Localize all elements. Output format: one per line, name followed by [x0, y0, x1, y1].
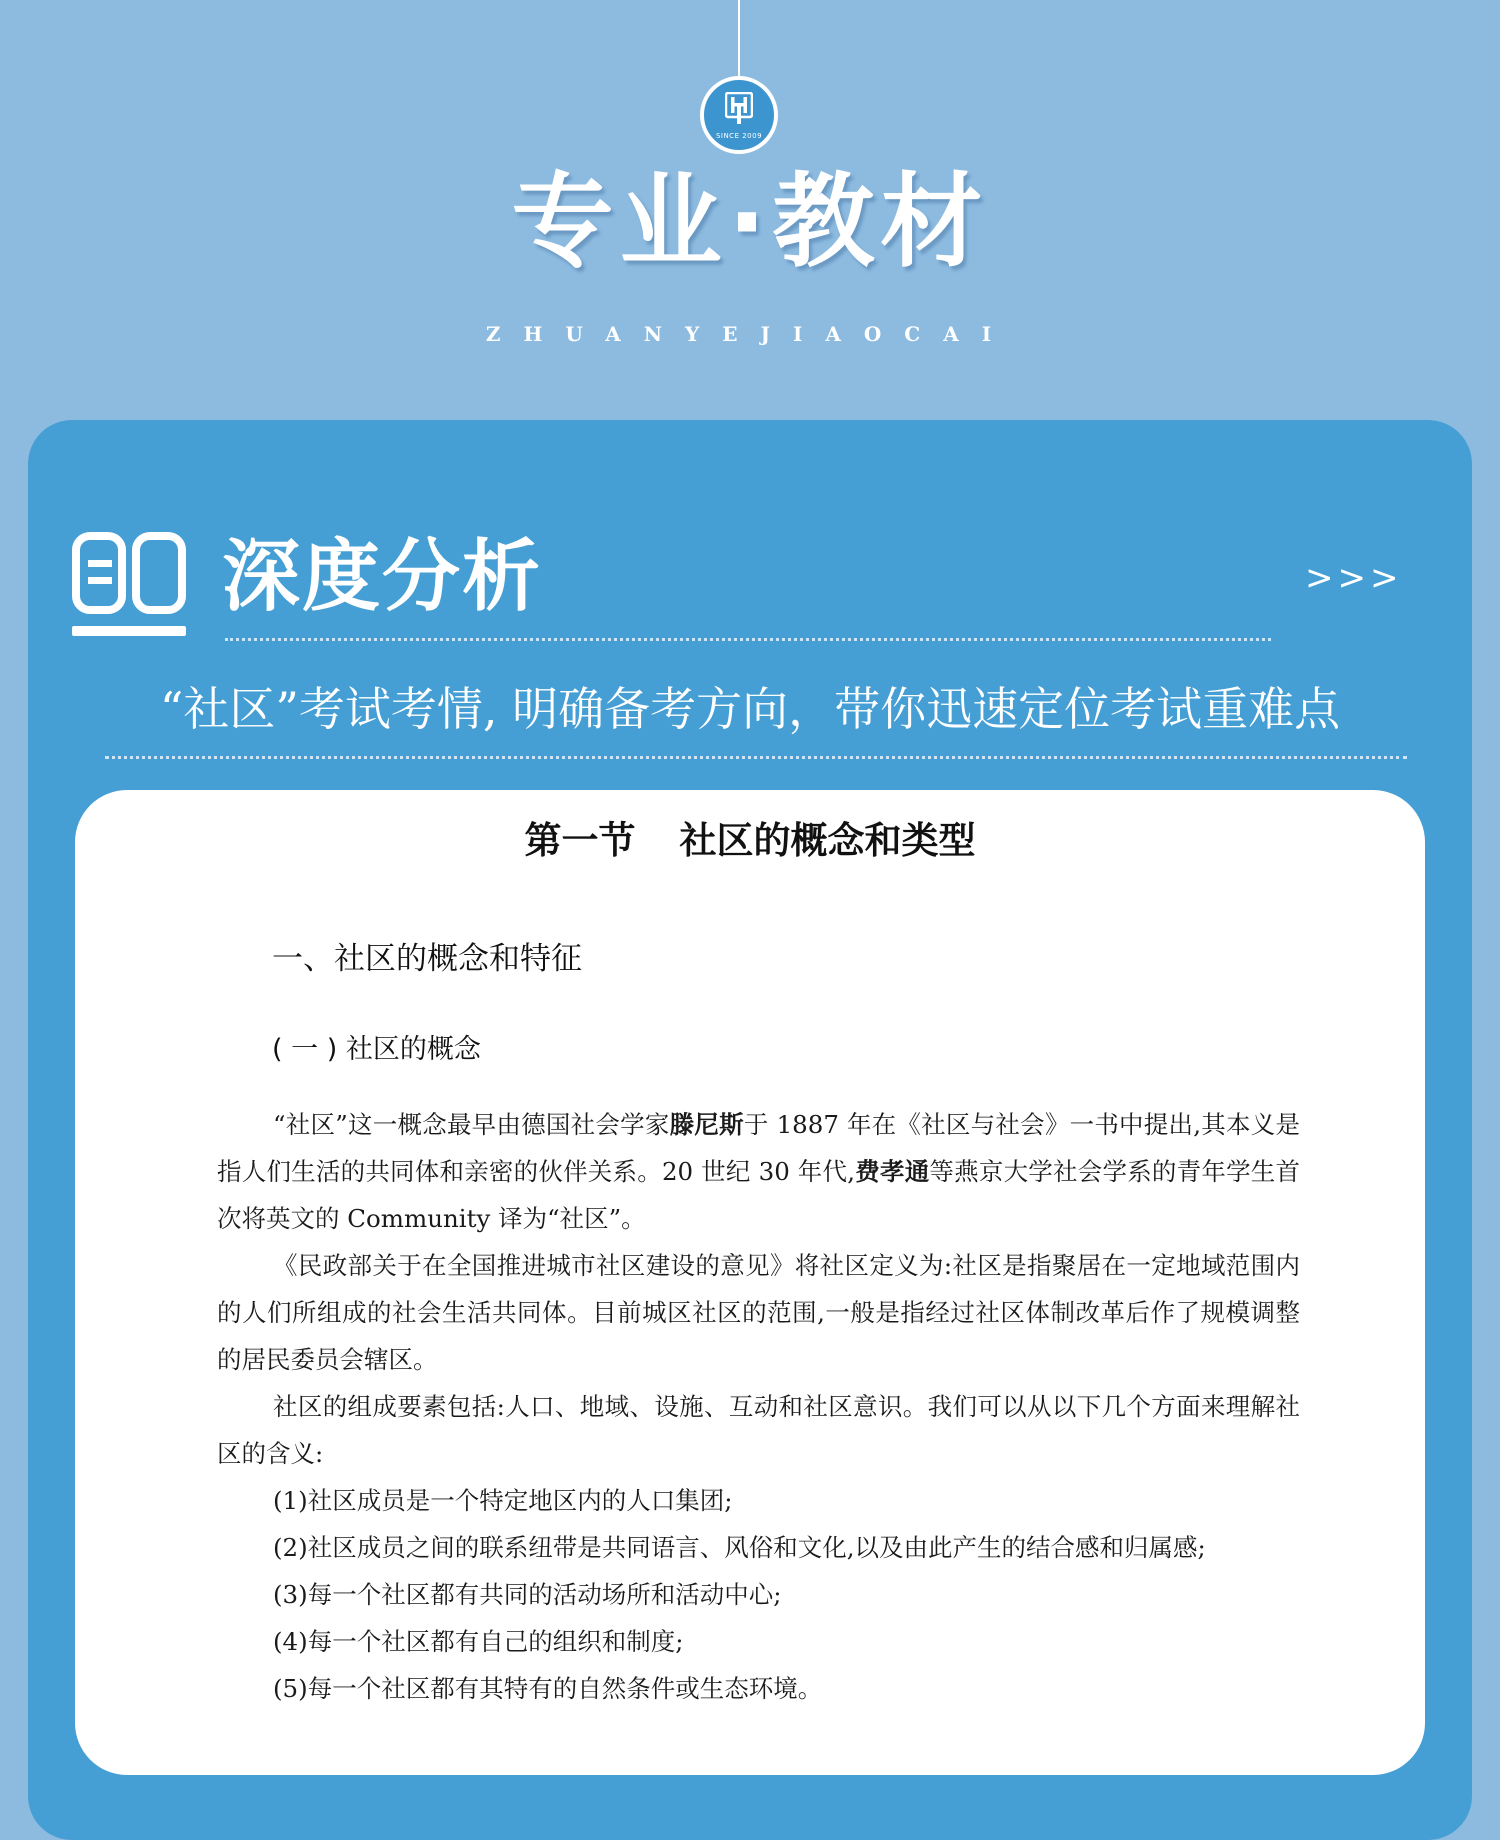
bold-term: 滕尼斯 [669, 1110, 744, 1139]
bold-term: 费孝通 [855, 1157, 930, 1186]
section-heading-level-3: ( 一 ) 社区的概念 [272, 1034, 481, 1065]
section-heading: 深度分析 [222, 531, 543, 622]
list-item: (1)社区成员是一个特定地区内的人口集团; [273, 1486, 733, 1515]
brand-logo [700, 76, 778, 154]
chapter-title [0, 818, 1500, 862]
chevrons-right-icon: >>> [1305, 558, 1403, 598]
hanging-string [738, 0, 740, 78]
logo-text: SINCE 2009 [715, 132, 763, 140]
paragraph: 社区的组成要素包括:人口、地域、设施、互动和社区意识。我们可以从以下几个方面来理解社区的含义: [217, 1392, 1300, 1468]
page-title: 专业·教材 [511, 163, 989, 282]
paragraph: 《民政部关于在全国推进城市社区建设的意见》将社区定义为:社区是指聚居在一定地域范围内的人们所组成的社会生活共同体。目前城区社区的范围,一般是指经过社区体制改革后作了规模调整的居民委员会辖区。 [217, 1251, 1300, 1374]
panel-subtitle: “社区”考试考情, 明确备考方向，带你迅速定位考试重难点 [159, 682, 1341, 736]
chapter-number: 第一节 [524, 818, 636, 862]
dotted-divider [105, 756, 1407, 759]
logo-mark-icon [725, 92, 753, 126]
list-item: (2)社区成员之间的联系纽带是共同语言、风俗和文化,以及由此产生的结合感和归属感; [273, 1533, 1206, 1562]
dotted-divider [225, 638, 1271, 641]
list-item: (4)每一个社区都有自己的组织和制度; [273, 1627, 684, 1656]
title-pinyin: ZHUANYEJIAOCAI [485, 322, 1015, 346]
list-item: (3)每一个社区都有共同的活动场所和活动中心; [273, 1580, 782, 1609]
paragraph: “社区”这一概念最早由德国社会学家滕尼斯于 1887 年在《社区与社会》一书中提出,其本义是指人们生活的共同体和亲密的伙伴关系。20 世纪 30 年代,费孝通等燕京大学社会学系的青年学生首次将英文的 Community 译为“社区”。 [217, 1110, 1301, 1233]
list-item: (5)每一个社区都有其特有的自然条件或生态环境。 [273, 1674, 823, 1703]
section-heading-level-2: 一、社区的概念和特征 [272, 941, 582, 977]
chapter-name: 社区的概念和类型 [679, 818, 976, 862]
book-icon [70, 530, 188, 642]
body-text [217, 1101, 1300, 1712]
